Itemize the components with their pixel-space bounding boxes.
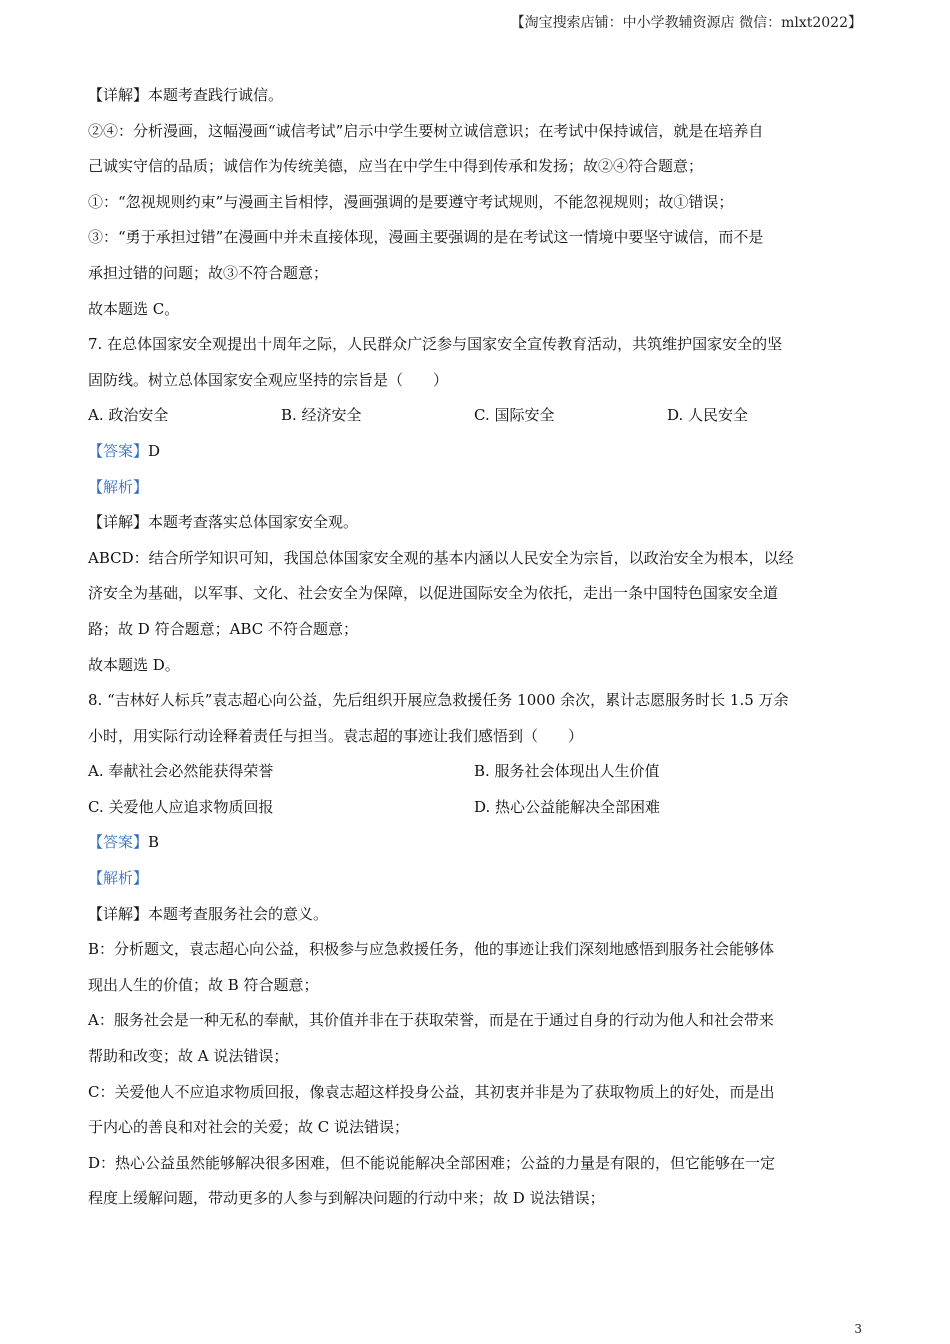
q7-stem: 7. 在总体国家安全观提出十周年之际，人民群众广泛参与国家安全宣传教育活动，共筑维护国家安全的坚 (88, 335, 783, 354)
q8-analysis-line: 现出人生的价值；故 B 符合题意； (88, 975, 319, 994)
q8-option-c: C. 关爱他人应追求物质回报 (88, 797, 274, 816)
q8-option-a: A. 奉献社会必然能获得荣誉 (88, 762, 274, 781)
q7-analysis-line: 路；故 D 符合题意；ABC 不符合题意； (88, 619, 358, 638)
q8-stem: 小时，用实际行动诠释着责任与担当。袁志超的事迹让我们感悟到（ ） (88, 726, 584, 745)
answer-label: 【答案】 (88, 441, 149, 460)
q8-analysis-line: D：热心公益虽然能够解决很多困难，但不能说能解决全部困难；公益的力量是有限的，但它能够在一定 (88, 1153, 776, 1172)
q8-option-b: B. 服务社会体现出人生价值 (474, 762, 660, 781)
q8-analysis-label: 【解析】 (88, 869, 149, 888)
q8-stem: 8. “吉林好人标兵”袁志超心向公益，先后组织开展应急救援任务 1000 余次，累计志愿服务时长 1.5 万余 (88, 691, 789, 710)
q8-option-d: D. 热心公益能解决全部困难 (474, 797, 661, 816)
answer-value: B (148, 833, 160, 852)
q8-analysis-line: C：关爱他人不应追求物质回报，像袁志超这样投身公益，其初衷并非是为了获取物质上的好处，而是出 (88, 1082, 775, 1101)
page-content (88, 78, 860, 1217)
q6-analysis-line: ①：“忽视规则约束”与漫画主旨相悖，漫画强调的是要遵守考试规则，不能忽视规则；故①错误； (88, 192, 734, 211)
q6-detail: 【详解】本题考查践行诚信。 (88, 86, 284, 104)
q8-detail: 【详解】本题考查服务社会的意义。 (88, 904, 329, 923)
answer-label: 【答案】 (88, 833, 149, 852)
q7-conclusion: 故本题选 D。 (88, 655, 180, 674)
q7-options (88, 398, 860, 434)
q8-answer (88, 825, 860, 861)
q7-option-b: B. 经济安全 (281, 406, 362, 425)
q8-analysis-line: B：分析题文，袁志超心向公益，积极参与应急救援任务，他的事迹让我们深刻地感悟到服务社会能够体 (88, 940, 775, 959)
q6-analysis-line: ③：“勇于承担过错”在漫画中并未直接体现，漫画主要强调的是在考试这一情境中要坚守诚信，而不是 (88, 228, 764, 247)
q7-option-a: A. 政治安全 (88, 406, 169, 425)
q7-stem: 固防线。树立总体国家安全观应坚持的宗旨是（ ） (88, 370, 449, 389)
q8-analysis-line: 程度上缓解问题，带动更多的人参与到解决问题的行动中来；故 D 说法错误； (88, 1189, 605, 1208)
q7-detail: 【详解】本题考查落实总体国家安全观。 (88, 513, 359, 532)
q8-options-row (88, 754, 860, 790)
q7-analysis-line: ABCD：结合所学知识可知，我国总体国家安全观的基本内涵以人民安全为宗旨，以政治安全为根本，以经 (88, 548, 794, 567)
q6-analysis-line: 承担过错的问题；故③不符合题意； (88, 263, 329, 282)
q6-conclusion: 故本题选 C。 (88, 299, 180, 318)
q7-analysis-line: 济安全为基础，以军事、文化、社会安全为保障，以促进国际安全为依托，走出一条中国特色国家安全道 (88, 584, 779, 603)
q6-analysis-line: 己诚实守信的品质；诚信作为传统美德，应当在中学生中得到传承和发扬；故②④符合题意； (88, 157, 704, 176)
answer-value: D (148, 441, 161, 460)
q8-analysis-line: 于内心的善良和对社会的关爱；故 C 说法错误； (88, 1118, 410, 1137)
q7-answer (88, 434, 860, 470)
q7-option-c: C. 国际安全 (474, 406, 555, 425)
page-number: 3 (854, 1322, 862, 1336)
q8-analysis-line: A：服务社会是一种无私的奉献，其价值并非在于获取荣誉，而是在于通过自身的行动为他人和社会带来 (88, 1011, 774, 1030)
q7-option-d: D. 人民安全 (667, 406, 749, 425)
q8-analysis-line: 帮助和改变；故 A 说法错误； (88, 1047, 289, 1066)
q6-analysis-line: ②④：分析漫画，这幅漫画“诚信考试”启示中学生要树立诚信意识；在考试中保持诚信，就是在培养自 (88, 121, 764, 140)
page-header-watermark: 【淘宝搜索店铺：中小学教辅资源店 微信：mlxt2022】 (510, 15, 862, 31)
q7-analysis-label: 【解析】 (88, 477, 149, 496)
q8-options-row (88, 790, 860, 826)
